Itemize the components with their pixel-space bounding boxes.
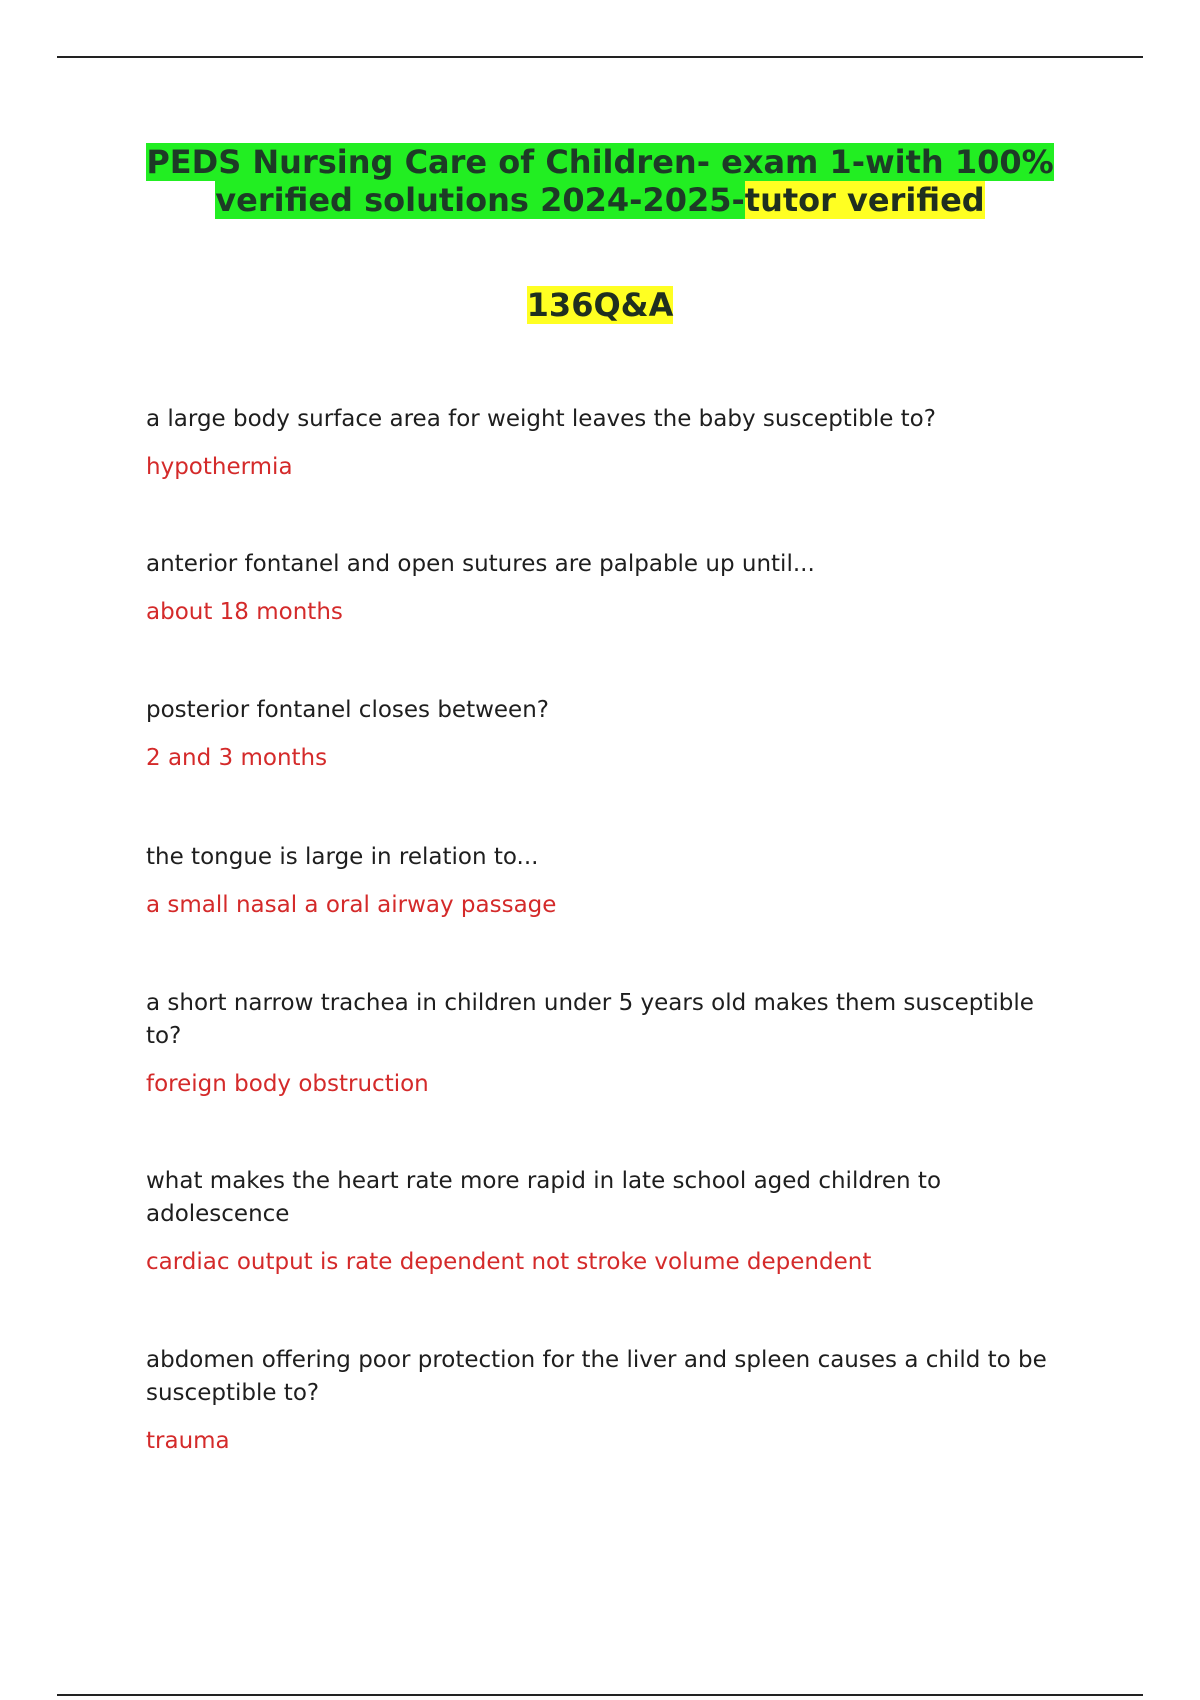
question-text: a large body surface area for weight leaves the baby susceptible to? [146, 406, 936, 432]
question-text: the tongue is large in relation to... [146, 844, 539, 870]
answer-text: hypothermia [146, 454, 293, 480]
title-highlight-yellow: tutor verified [744, 181, 985, 219]
qa-item [146, 403, 1076, 548]
document-title [120, 143, 1080, 219]
question-text: anterior fontanel and open sutures are palpable up until... [146, 551, 815, 577]
answer-text: 2 and 3 months [146, 745, 328, 771]
qa-item [146, 987, 1076, 1165]
qa-item [146, 548, 1076, 694]
answer-text: cardiac output is rate dependent not stroke volume dependent [146, 1249, 872, 1275]
top-rule [57, 56, 1143, 58]
question-text: what makes the heart rate more rapid in late school aged children to adolescence [146, 1168, 942, 1227]
question-text: abdomen offering poor protection for the liver and spleen causes a child to be susceptible to? [146, 1347, 1047, 1406]
question-text: a short narrow trachea in children under 5 years old makes them susceptible to? [146, 990, 1034, 1049]
qa-item [146, 694, 1076, 841]
qa-item [146, 1344, 1076, 1458]
answer-text: foreign body obstruction [146, 1071, 429, 1097]
question-text: posterior fontanel closes between? [146, 697, 549, 723]
qa-list [146, 403, 1076, 1458]
question-count-label: 136Q&A [526, 286, 674, 324]
qa-item [146, 841, 1076, 987]
qa-item [146, 1165, 1076, 1344]
answer-text: about 18 months [146, 599, 343, 625]
title-highlight-green: PEDS Nursing Care of Children- exam 1-with 100% verified solutions 2024-2025- [146, 143, 1054, 219]
answer-text: trauma [146, 1428, 230, 1454]
question-count [0, 285, 1200, 325]
answer-text: a small nasal a oral airway passage [146, 892, 557, 918]
bottom-rule [57, 1694, 1143, 1696]
